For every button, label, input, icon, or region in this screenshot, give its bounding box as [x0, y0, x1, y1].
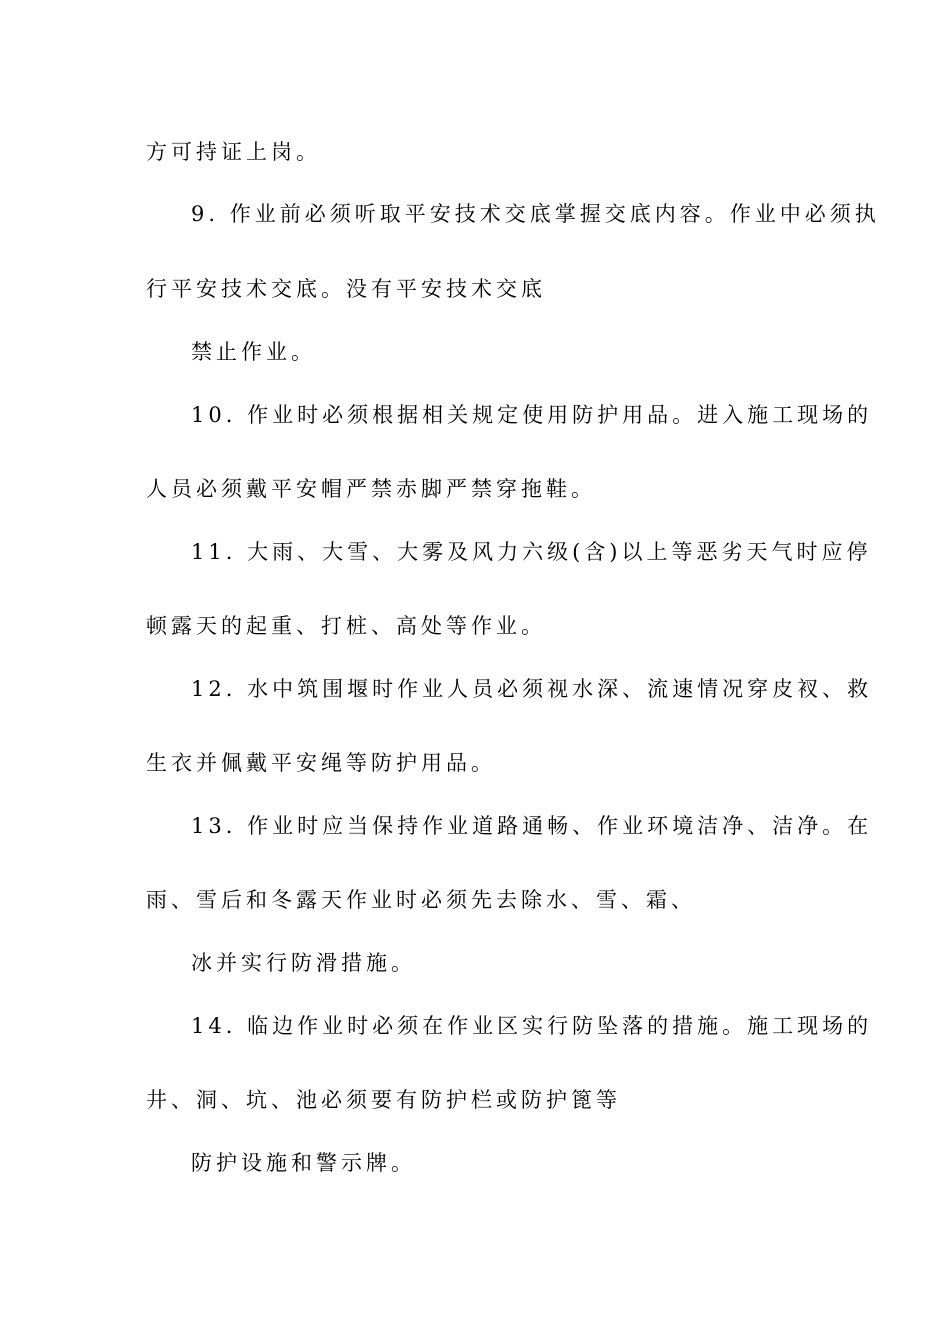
item-11-line: 11. 大雨、大雪、大雾及风力六级(含)以上等恶劣天气时应停 — [191, 540, 872, 564]
text-line: 方可持证上岗。 — [146, 140, 321, 164]
text-line: 冰并实行防滑措施。 — [191, 951, 416, 975]
item-12-line: 12. 水中筑围堰时作业人员必须视水深、流速情况穿皮衩、救 — [191, 677, 873, 701]
item-13-line: 13. 作业时应当保持作业道路通畅、作业环境洁净、洁净。在 — [191, 814, 873, 838]
item-14-line: 14. 临边作业时必须在作业区实行防坠落的措施。施工现场的 — [191, 1014, 873, 1038]
text-line: 防护设施和警示牌。 — [191, 1151, 416, 1175]
text-line: 顿露天的起重、打桩、高处等作业。 — [146, 614, 546, 638]
text-line: 生衣并佩戴平安绳等防护用品。 — [146, 751, 496, 775]
item-10-line: 10. 作业时必须根据相关规定使用防护用品。进入施工现场的 — [191, 403, 873, 427]
text-line: 禁止作业。 — [191, 340, 316, 364]
item-9-line: 9. 作业前必须听取平安技术交底掌握交底内容。作业中必须执 — [191, 202, 880, 226]
text-line: 井、洞、坑、池必须要有防护栏或防护篦等 — [146, 1088, 621, 1112]
text-line: 人员必须戴平安帽严禁赤脚严禁穿拖鞋。 — [146, 477, 596, 501]
text-line: 雨、雪后和冬露天作业时必须先去除水、雪、霜、 — [146, 888, 696, 912]
text-line: 行平安技术交底。没有平安技术交底 — [146, 277, 546, 301]
